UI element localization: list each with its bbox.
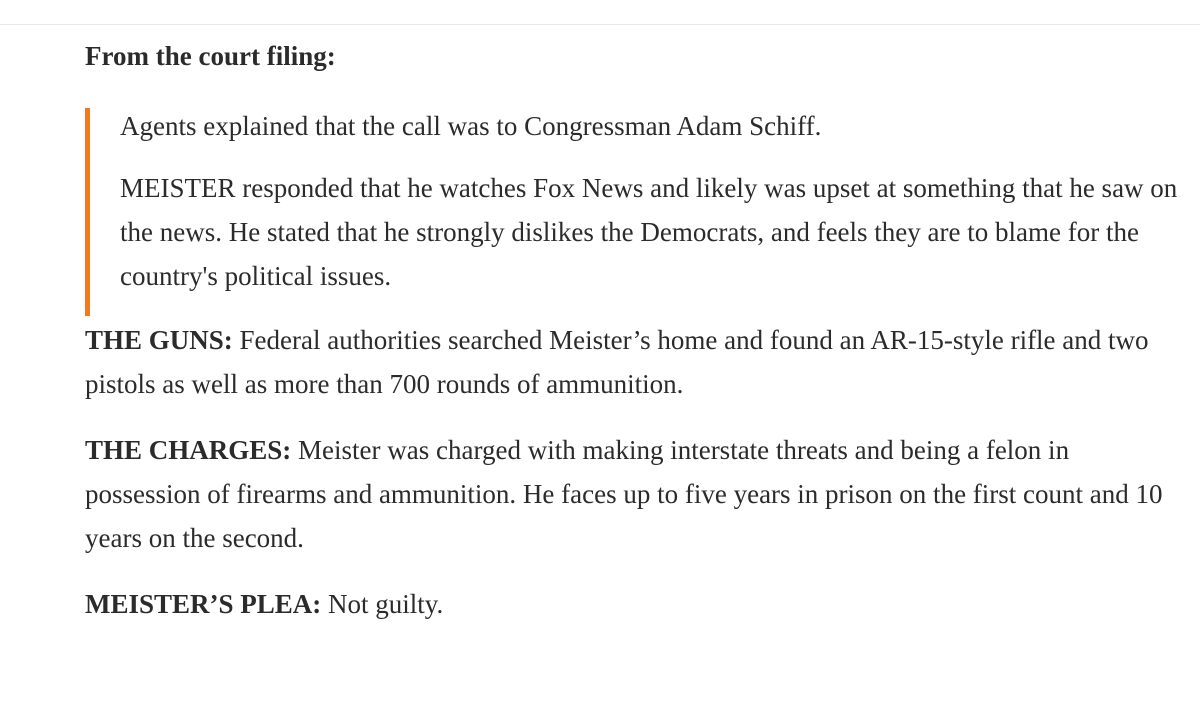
guns-label: THE GUNS: bbox=[85, 325, 233, 355]
quote-paragraph-2: MEISTER responded that he watches Fox News and likely was upset at something that he saw on the news. He stated that he strongly dislikes the Democrats, and feels they are to blame for the country's political issues. bbox=[120, 173, 1178, 291]
quote-paragraph-1: Agents explained that the call was to Congressman Adam Schiff. bbox=[120, 111, 822, 141]
court-filing-blockquote bbox=[85, 104, 1185, 298]
charges-paragraph bbox=[85, 428, 1185, 560]
lead-heading: From the court filing: bbox=[85, 41, 336, 71]
plea-label: MEISTER’S PLEA: bbox=[85, 589, 322, 619]
plea-text: Not guilty. bbox=[321, 589, 444, 619]
article-body bbox=[85, 34, 1185, 648]
charges-text: Meister was charged with making interstate threats and being a felon in possession of firearms and ammunition. He faces up to five years in prison on the first count and 10 years on the second. bbox=[85, 435, 1163, 553]
guns-text: Federal authorities searched Meister’s home and found an AR-15-style rifle and two pistols as well as more than 700 rounds of ammunition. bbox=[85, 325, 1149, 399]
plea-paragraph bbox=[85, 582, 1185, 626]
charges-label: THE CHARGES: bbox=[85, 435, 292, 465]
blockquote-accent-bar bbox=[85, 108, 90, 316]
guns-paragraph bbox=[85, 318, 1185, 406]
top-divider bbox=[0, 24, 1200, 25]
